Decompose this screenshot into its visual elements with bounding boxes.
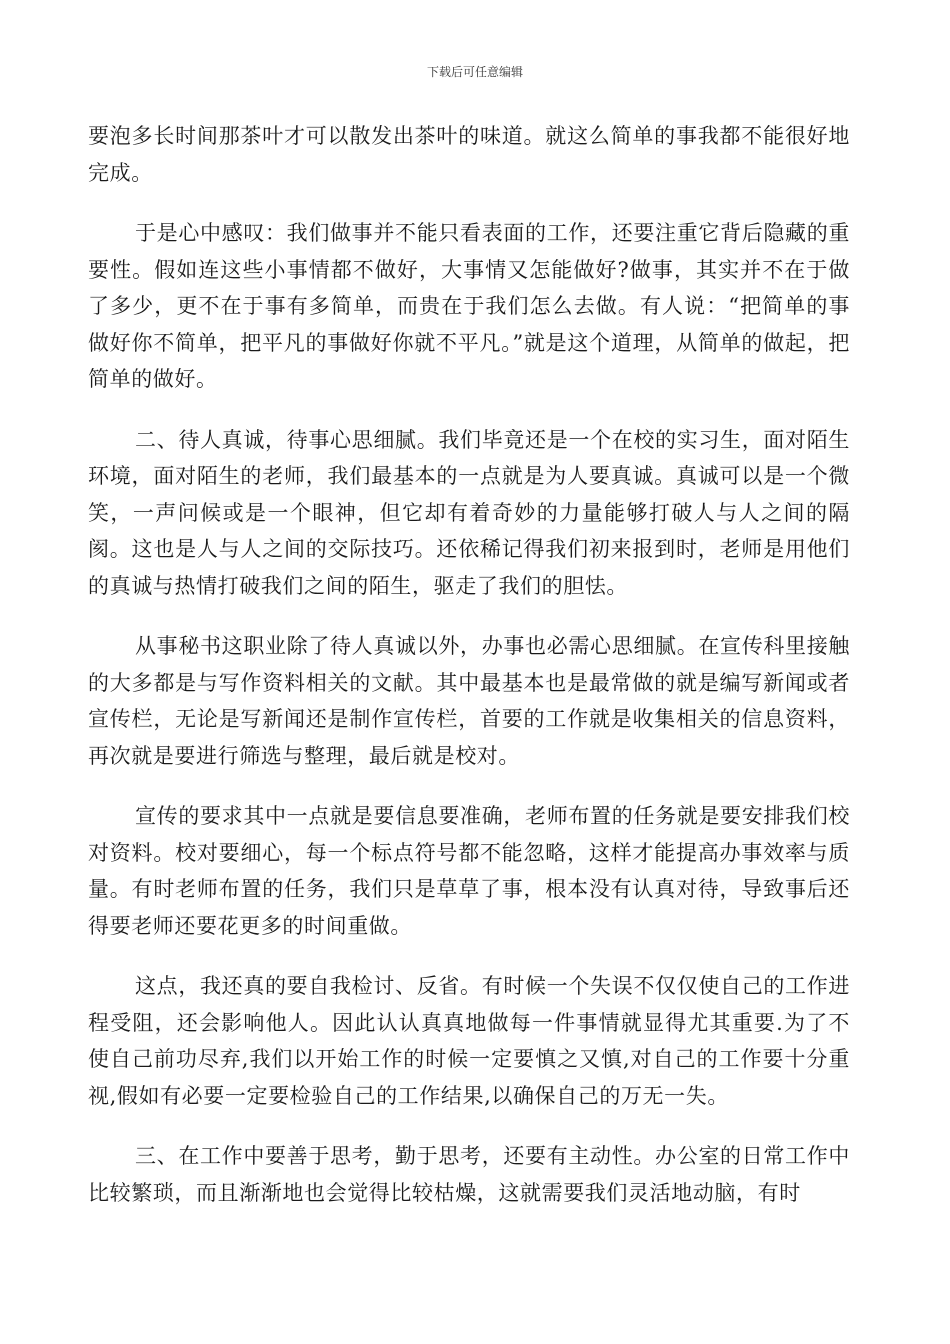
page-header: 下载后可任意编辑 — [426, 65, 523, 79]
paragraph-section-three: 三、在工作中要善于思考，勤于思考，还要有主动性。办公室的日常工作中比较繁琐，而且渐渐地也会觉得比较枯燥，这就需要我们灵活地动脑，有时 — [88, 1144, 850, 1205]
paragraph-self-review: 这点，我还真的要自我检讨、反省。有时候一个失误不仅仅使自己的工作进程受阻，还会影响他人。因此认认真真地做每一件事情就显得尤其重要.为了不使自己前功尽弃,我们以开始工作的时候一定要慎之又慎,对自己的工作要十分重视,假如有必要一定要检验自己的工作结果,以确保自己的万无一失。 — [88, 974, 850, 1108]
paragraph-continuation: 要泡多长时间那茶叶才可以散发出茶叶的味道。就这么简单的事我都不能很好地完成。 — [88, 124, 850, 185]
paragraph-reflection: 于是心中感叹：我们做事并不能只看表面的工作，还要注重它背后隐藏的重要性。假如连这些小事情都不做好，大事情又怎能做好?做事，其实并不在于做了多少，更不在于事有多简单，而贵在于我们怎么去做。有人说：“把简单的事做好你不简单，把平凡的事做好你就不平凡。”就是这个道理，从简单的做起，把简单的做好。 — [88, 221, 850, 391]
document-body — [88, 118, 850, 1235]
paragraph-section-two: 二、待人真诚，待事心思细腻。我们毕竟还是一个在校的实习生，面对陌生环境，面对陌生的老师，我们最基本的一点就是为人要真诚。真诚可以是一个微笑，一声问候或是一个眼神，但它却有着奇妙的力量能够打破人与人之间的隔阂。这也是人与人之间的交际技巧。还依稀记得我们初来报到时，老师是用他们的真诚与热情打破我们之间的陌生，驱走了我们的胆怯。 — [88, 427, 850, 598]
paragraph-proofreading: 宣传的要求其中一点就是要信息要准确，老师布置的任务就是要安排我们校对资料。校对要细心，每一个标点符号都不能忽略，这样才能提高办事效率与质量。有时老师布置的任务，我们只是草草了事，根本没有认真对待，导致事后还得要老师还要花更多的时间重做。 — [88, 804, 850, 938]
paragraph-secretary-work: 从事秘书这职业除了待人真诚以外，办事也必需心思细腻。在宣传科里接触的大多都是与写作资料相关的文献。其中最基本也是最常做的就是编写新闻或者宣传栏，无论是写新闻还是制作宣传栏，首要的工作就是收集相关的信息资料，再次就是要进行筛选与整理，最后就是校对。 — [88, 634, 850, 768]
